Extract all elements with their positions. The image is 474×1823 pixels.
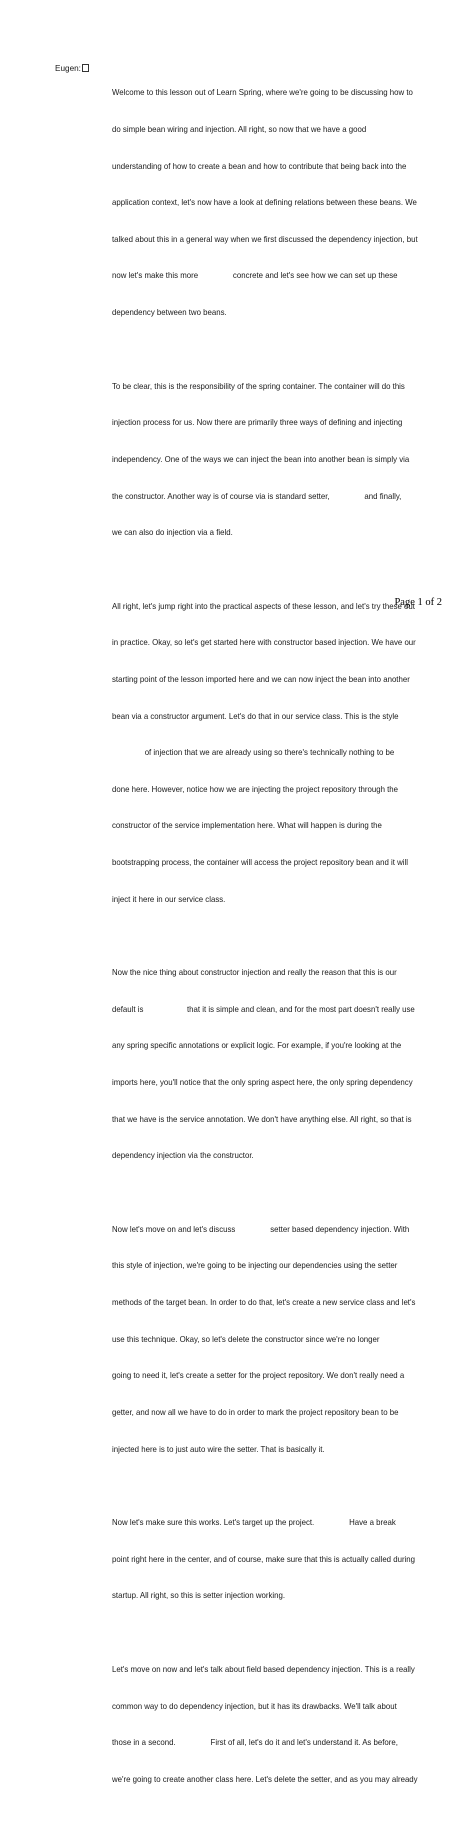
page-number: Page 1 of 2 — [394, 597, 442, 608]
text-line: starting point of the lesson imported here and we can now inject the bean into another — [112, 674, 410, 684]
text-line: methods of the target bean. In order to do that, let's create a new service class and let's — [112, 1298, 416, 1308]
transcript-body — [112, 63, 452, 1823]
text-line: of injection that we are already using so there's technically nothing to be — [112, 748, 395, 758]
text-line: injected here is to just auto wire the setter. That is basically it. — [112, 1444, 325, 1454]
text-line: those in a second. First of all, let's do it and let's understand it. As before, — [112, 1738, 398, 1748]
text-line: default is that it is simple and clean, and for the most part doesn't really use — [112, 1004, 415, 1014]
paragraph-2 — [112, 356, 452, 563]
text-line: bootstrapping process, the container will access the project repository bean and it will — [112, 857, 409, 867]
text-line: imports here, you'll notice that the only spring aspect here, the only spring dependency — [112, 1078, 413, 1088]
text-line: application context, let's now have a look at defining relations between these beans. We — [112, 198, 417, 208]
text-line: injection process for us. Now there are primarily three ways of defining and injecting — [112, 418, 403, 428]
text-line: Let's move on now and let's talk about field based dependency injection. This is a really — [112, 1664, 415, 1674]
text-line: Now let's move on and let's discuss setter based dependency injection. With — [112, 1224, 410, 1234]
paragraph-6 — [112, 1493, 452, 1627]
text-line: point right here in the center, and of course, make sure that this is actually called during — [112, 1554, 416, 1564]
text-line: understanding of how to create a bean and how to contribute that being back into the — [112, 161, 407, 171]
paragraph-3 — [112, 576, 452, 930]
text-line: independency. One of the ways we can inject the bean into another bean is simply via — [112, 454, 410, 464]
speaker-name: Eugen: — [55, 64, 81, 73]
paragraph-4 — [112, 943, 452, 1187]
paragraph-1 — [112, 63, 452, 344]
text-line: use this technique. Okay, so let's delete the constructor since we're no longer — [112, 1334, 380, 1344]
text-line: in practice. Okay, so let's get started here with constructor based injection. We have our — [112, 638, 416, 648]
text-line: common way to do dependency injection, but it has its drawbacks. We'll talk about — [112, 1701, 397, 1711]
text-line: that we have is the service annotation. We don't have anything else. All right, so that is — [112, 1114, 412, 1124]
text-line: dependency injection via the constructor. — [112, 1151, 254, 1161]
text-line: Now let's make sure this works. Let's target up the project. Have a break — [112, 1518, 396, 1528]
text-line: we're going to create another class here. Let's delete the setter, and as you may already — [112, 1774, 418, 1784]
text-line: dependency between two beans. — [112, 308, 227, 318]
text-line: this style of injection, we're going to be injecting our dependencies using the setter — [112, 1261, 398, 1271]
speaker-label — [55, 63, 89, 75]
text-line: All right, let's jump right into the practical aspects of these lesson, and let's try these out — [112, 601, 415, 611]
text-line: constructor of the service implementation here. What will happen is during the — [112, 821, 382, 831]
text-line: Now the nice thing about constructor injection and really the reason that this is our — [112, 968, 397, 978]
paragraph-7 — [112, 1640, 452, 1811]
text-line: the constructor. Another way is of course via is standard setter, and finally, — [112, 491, 402, 501]
text-line: talked about this in a general way when we first discussed the dependency injection, but — [112, 234, 418, 244]
text-line: done here. However, notice how we are injecting the project repository through the — [112, 784, 399, 794]
speaker-glyph — [82, 64, 89, 72]
text-line: going to need it, let's create a setter for the project repository. We don't really need a — [112, 1371, 405, 1381]
paragraph-5 — [112, 1199, 452, 1480]
text-line: getter, and now all we have to do in order to mark the project repository bean to be — [112, 1407, 399, 1417]
text-line: inject it here in our service class. — [112, 894, 226, 904]
text-line: we can also do injection via a field. — [112, 528, 233, 538]
text-line: bean via a constructor argument. Let's do that in our service class. This is the style — [112, 711, 399, 721]
text-line: Welcome to this lesson out of Learn Spring, where we're going to be discussing how to — [112, 88, 413, 98]
text-line: startup. All right, so this is setter injection working. — [112, 1591, 286, 1601]
text-line: now let's make this more concrete and let's see how we can set up these — [112, 271, 398, 281]
text-line: any spring specific annotations or explicit logic. For example, if you're looking at the — [112, 1041, 402, 1051]
text-line: do simple bean wiring and injection. All right, so now that we have a good — [112, 125, 367, 135]
text-line: To be clear, this is the responsibility of the spring container. The container will do this — [112, 381, 405, 391]
